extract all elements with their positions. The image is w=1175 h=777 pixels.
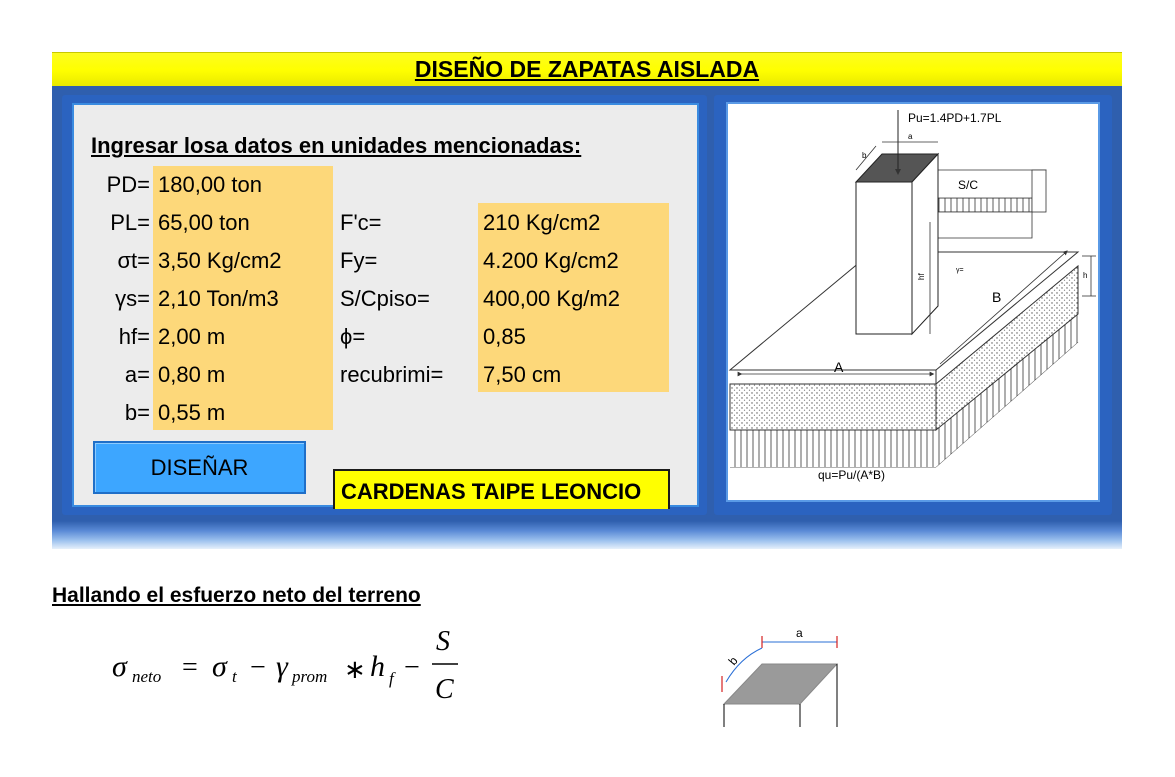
formula-S: S	[436, 626, 450, 657]
section-title: Hallando el esfuerzo neto del terreno	[52, 584, 421, 607]
label-fc: F'c=	[340, 210, 382, 235]
input-fy[interactable]: 4.200 Kg/cm2	[483, 248, 619, 273]
frame-bottom-gradient	[52, 521, 1122, 549]
label-phi: ϕ=	[340, 324, 366, 349]
input-sigma-t[interactable]: 3,50 Kg/cm2	[158, 248, 282, 273]
input-gamma-s[interactable]: 2,10 Ton/m3	[158, 286, 279, 311]
formula-minus-2: −	[404, 652, 420, 683]
label-pd: PD=	[106, 172, 150, 197]
input-hf[interactable]: 2,00 m	[158, 324, 226, 349]
formula-sigma: σ	[112, 650, 127, 683]
label-hf: hf	[917, 273, 926, 280]
formula-sigma-t: σ	[212, 650, 227, 683]
formula-eq: =	[182, 652, 198, 683]
formula-minus-1: −	[250, 652, 266, 683]
formula-f: f	[389, 669, 394, 688]
formula-h: h	[370, 650, 385, 683]
formula-times: ∗	[344, 655, 366, 684]
label-b: b=	[124, 400, 150, 425]
label-sigma-t: σt=	[117, 248, 150, 273]
page-title: DISEÑO DE ZAPATAS AISLADA	[414, 56, 760, 82]
input-a[interactable]: 0,80 m	[158, 362, 226, 387]
label-sc: S/C	[958, 178, 979, 192]
input-b[interactable]: 0,55 m	[158, 400, 226, 425]
label-a: a=	[124, 362, 150, 387]
formula-C: C	[435, 674, 454, 705]
design-button[interactable]: DISEÑAR	[93, 441, 306, 494]
label-pu: Pu=1.4PD+1.7PL	[908, 111, 1002, 125]
label-gamma-s: γs=	[115, 286, 150, 311]
formula-gamma: γ	[276, 650, 288, 683]
net-stress-formula	[112, 622, 472, 712]
footing-diagram	[726, 102, 1100, 502]
label-pl: PL=	[110, 210, 150, 235]
formula-neto: neto	[132, 667, 162, 686]
formula-prom: prom	[292, 667, 328, 686]
label-fy: Fy=	[340, 248, 378, 273]
label-gamma: γ=	[956, 267, 964, 274]
label-hf: hf=	[118, 324, 150, 349]
label-dim-B: B	[992, 289, 1002, 305]
label-qu: qu=Pu/(A*B)	[818, 468, 886, 482]
input-recubrimiento[interactable]: 7,50 cm	[483, 362, 562, 387]
label-dim-b: b	[862, 151, 867, 160]
pressure-lines-front	[730, 430, 936, 467]
label-recubrimiento: recubrimi=	[340, 362, 444, 387]
label-sc-piso: S/Cpiso=	[340, 286, 430, 311]
input-fc[interactable]: 210 Kg/cm2	[483, 210, 601, 235]
author-label: CARDENAS TAIPE LEONCIO	[333, 469, 670, 509]
input-heading: Ingresar losa datos en unidades mencionadas:	[91, 133, 582, 158]
label-bottom-b: b	[725, 653, 741, 668]
label-dim-A: A	[834, 359, 844, 375]
column-plan-diagram	[712, 622, 852, 727]
input-pd[interactable]: 180,00 ton	[158, 172, 262, 197]
input-pl[interactable]: 65,00 ton	[158, 210, 250, 235]
column-front	[856, 182, 912, 334]
label-bottom-a: a	[796, 626, 803, 640]
input-phi[interactable]: 0,85	[483, 324, 526, 349]
title-bar	[52, 52, 1122, 89]
input-sc-piso[interactable]: 400,00 Kg/m2	[483, 286, 620, 311]
formula-t: t	[232, 667, 237, 686]
label-dim-a: a	[908, 132, 913, 141]
label-h: h	[1083, 271, 1088, 280]
footing-front-face	[730, 384, 936, 430]
